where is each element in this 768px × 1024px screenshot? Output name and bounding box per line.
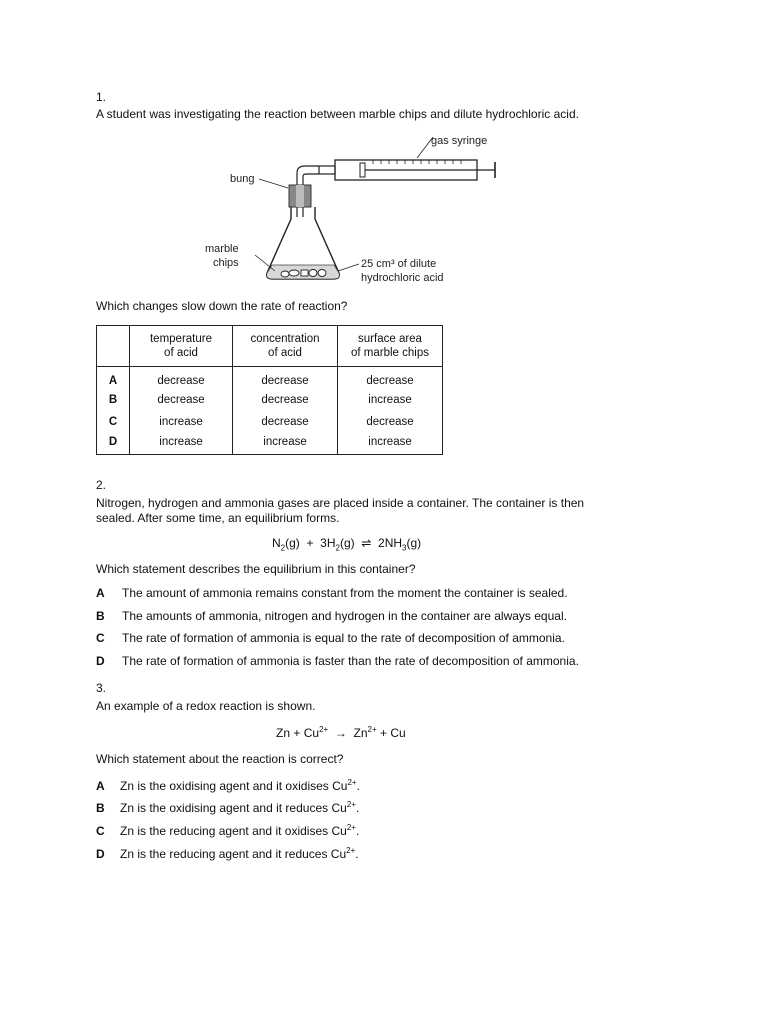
question-3-number: 3. (96, 681, 107, 695)
question-2-intro-line1: Nitrogen, hydrogen and ammonia gases are placed inside a container. The container is then (96, 496, 585, 510)
table-row (97, 433, 443, 455)
label-acid-volume: 25 cm³ of dilute (361, 258, 437, 270)
table-cell: increase (130, 433, 233, 455)
question-3-option-d: D Zn is the reducing agent and it reduces $Cu^{2+}$. (96, 846, 359, 861)
header-surface-area: surface area of marble chips (338, 326, 443, 367)
label-chips: chips (213, 257, 239, 269)
reaction-arrow: → (334, 726, 347, 740)
table-cell: increase (338, 433, 443, 455)
question-3-option-b: B Zn is the oxidising agent and it reduces $Cu^{2+}$. (96, 800, 360, 815)
question-3-prompt: Which statement about the reaction is correct? (96, 752, 344, 766)
row-letter: D (97, 433, 130, 455)
table-cell: decrease (338, 411, 443, 433)
question-2-option-b: B The amounts of ammonia, nitrogen and hydrogen in the container are always equal. (96, 609, 567, 623)
question-2-prompt: Which statement describes the equilibrium in this container? (96, 562, 416, 576)
table-cell: increase (338, 389, 443, 411)
table-row (97, 367, 443, 389)
question-2-option-d: D The rate of formation of ammonia is faster than the rate of decomposition of ammonia. (96, 654, 579, 668)
answer-options-table (96, 325, 443, 455)
flask-and-syringe-diagram (195, 125, 515, 295)
equilibrium-equation: $N_2(g) + 3H_2(g)$ ⇌ $2NH_3(g)$ (272, 536, 422, 553)
label-gas-syringe: gas syringe (431, 135, 488, 147)
apparatus-diagram (195, 125, 515, 295)
syringe-plunger (360, 163, 365, 177)
table-cell: decrease (233, 389, 338, 411)
question-3-intro: An example of a redox reaction is shown. (96, 699, 316, 713)
delivery-tube-inner (303, 174, 319, 185)
table-row (97, 389, 443, 411)
question-2-number: 2. (96, 478, 107, 492)
label-marble: marble (205, 243, 239, 255)
table-cell: decrease (233, 411, 338, 433)
table-cell: increase (233, 433, 338, 455)
header-concentration: concentration of acid (233, 326, 338, 367)
question-1-intro: A student was investigating the reaction between marble chips and dilute hydrochloric acid. (96, 107, 579, 121)
redox-equation: $Zn + Cu^{2+} \to Zn^{2+} + Cu$ (276, 725, 406, 740)
question-3-option-c: C Zn is the reducing agent and it oxidises $Cu^{2+}$. (96, 823, 360, 838)
delivery-tube-outer (297, 166, 319, 185)
table-cell: decrease (233, 367, 338, 389)
question-2-intro-line2: sealed. After some time, an equilibrium forms. (96, 511, 340, 525)
row-letter: B (97, 389, 130, 411)
question-2-option-a: A The amount of ammonia remains constant from the moment the container is sealed. (96, 586, 568, 600)
table-corner-cell (97, 326, 130, 367)
question-2-option-c: C The rate of formation of ammonia is equal to the rate of decomposition of ammonia. (96, 631, 565, 645)
table-cell: decrease (130, 389, 233, 411)
table-cell: decrease (130, 367, 233, 389)
syringe-nozzle (319, 166, 335, 174)
table-row (97, 411, 443, 433)
row-letter: A (97, 367, 130, 389)
question-1-prompt: Which changes slow down the rate of reaction? (96, 299, 348, 313)
table-cell: decrease (338, 367, 443, 389)
question-3-option-a: A Zn is the oxidising agent and it oxidises $Cu^{2+}$. (96, 778, 360, 793)
equilibrium-arrow: ⇌ (361, 536, 372, 550)
row-letter: C (97, 411, 130, 433)
table-cell: increase (130, 411, 233, 433)
label-acid-name: hydrochloric acid (361, 272, 444, 284)
label-bung: bung (230, 173, 255, 185)
header-temperature: temperature of acid (130, 326, 233, 367)
question-1-number: 1. (96, 90, 107, 104)
